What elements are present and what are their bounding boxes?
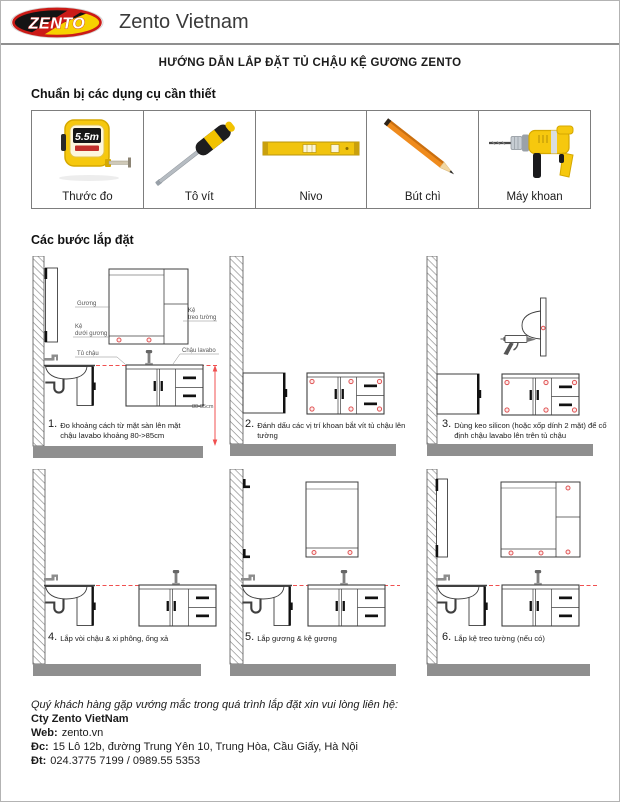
wall — [230, 469, 243, 664]
step-4-caption: 4. Lắp vòi chậu & xi phông, ống xả — [48, 631, 169, 643]
tool-label: Tô vít — [184, 191, 214, 203]
step-4-panel — [31, 469, 224, 687]
vanity-cabinet-drawing — [126, 365, 203, 406]
tool-cell-drill — [478, 111, 590, 208]
steps-heading: Các bước lắp đặt — [31, 233, 134, 247]
floor — [427, 444, 593, 456]
mirror-cabinet-drawing — [109, 269, 188, 344]
footer-note: Quý khách hàng gặp vướng mắc trong quá trình lắp đặt xin vui lòng liên hệ: — [31, 699, 399, 711]
label-wall-shelf-2: treo tường — [188, 315, 217, 321]
footer-company: Cty Zento VietNam — [31, 713, 129, 725]
floor — [33, 446, 203, 458]
floor — [33, 664, 201, 676]
tool-label: Nivo — [299, 191, 323, 203]
mirror-cabinet-drawing — [501, 482, 580, 557]
label-basin: Chậu lavabo — [182, 348, 216, 354]
side-cabinet-drawing — [437, 374, 481, 414]
footer-web: Web: zento.vn — [31, 727, 104, 739]
tools-heading: Chuẩn bị các dụng cụ cần thiết — [31, 87, 216, 101]
wall — [33, 469, 45, 664]
logo-text: ZENTO — [28, 15, 86, 32]
tool-cell-pencil — [366, 111, 478, 208]
tool-label: Thước đo — [62, 191, 113, 203]
tool-cell-level — [255, 111, 367, 208]
sink-side-drawing — [436, 575, 488, 626]
step-5-caption: 5. Lắp gương & kệ gương — [245, 631, 337, 643]
wall — [427, 469, 437, 664]
vanity-cabinet-drawing — [502, 374, 579, 415]
vanity-cabinet-drawing — [139, 585, 216, 626]
faucet-icon — [172, 570, 180, 586]
tool-label: Máy khoan — [506, 191, 563, 203]
pencil-icon — [371, 114, 475, 188]
sink-side-drawing — [44, 355, 96, 406]
tape-measure-icon — [35, 114, 139, 188]
faucet-icon — [340, 570, 348, 586]
step-3-caption: 3. Dùng keo silicon (hoặc xốp dính 2 mặt) để cố định chậu lavabo lên trên tủ chậu — [442, 418, 607, 441]
step-1-panel — [31, 256, 224, 461]
tool-cell-screwdriver — [143, 111, 255, 208]
label-under-mirror-shelf-1: Kệ — [75, 324, 83, 330]
step-6-diagram — [425, 469, 618, 687]
screwdriver-icon — [147, 114, 251, 188]
page-title: HƯỚNG DẪN LẮP ĐẶT TỦ CHẬU KỆ GƯƠNG ZENTO — [158, 57, 462, 69]
tool-label: Bút chì — [404, 191, 441, 203]
label-mirror: Gương — [77, 301, 97, 307]
tape-length-badge: 5.5m — [75, 131, 100, 143]
mirror-drawing — [306, 482, 358, 557]
footer-address: Đc: 15 Lô 12b, đường Trung Yên 10, Trung Hòa, Cầu Giấy, Hà Nội — [31, 741, 358, 753]
step-6-caption: 6. Lắp kệ treo tường (nếu có) — [442, 631, 545, 643]
silicone-gun-icon — [501, 336, 537, 356]
tools-table — [31, 110, 591, 209]
step-1-caption: 1. Đo khoảng cách từ mặt sàn lên mặt chậu lavabo khoảng 80->85cm — [48, 418, 181, 441]
step-3-panel — [425, 256, 618, 461]
label-under-mirror-shelf-2: dưới gương — [75, 331, 108, 337]
spirit-level-icon — [259, 114, 363, 188]
side-cabinet-drawing — [243, 373, 287, 413]
step-6-panel — [425, 469, 618, 687]
footer-phone: Đt: 024.3775 7199 / 0989.55 5353 — [31, 755, 201, 767]
label-cabinet: Tủ chậu — [77, 351, 99, 357]
footer — [31, 698, 619, 768]
vanity-cabinet-drawing — [308, 585, 385, 626]
vanity-cabinet-drawing — [502, 585, 579, 626]
wall — [33, 256, 44, 446]
sink-side-drawing — [241, 575, 293, 626]
zento-logo-icon — [9, 6, 105, 39]
vanity-cabinet-drawing — [307, 373, 384, 414]
faucet-icon — [145, 350, 153, 366]
step-2-panel — [228, 256, 421, 461]
wall — [230, 256, 243, 444]
steps-grid — [31, 256, 619, 687]
step-4-diagram — [31, 469, 224, 687]
floor — [230, 664, 396, 676]
floor — [230, 444, 396, 456]
label-wall-shelf-1: Kệ — [188, 308, 196, 314]
brand-name: Zento Vietnam — [119, 10, 249, 33]
floor — [427, 664, 590, 676]
header — [1, 1, 619, 45]
step-5-panel — [228, 469, 421, 687]
label-dimension: 80-85cm — [192, 404, 214, 410]
faucet-icon — [534, 570, 542, 586]
step-5-diagram — [228, 469, 421, 687]
sink-side-drawing — [44, 575, 96, 626]
step-2-caption: 2. Đánh dấu các vị trí khoan bắt vít tủ chậu lên tường — [245, 418, 406, 441]
tool-cell-tape-measure — [32, 111, 143, 208]
drill-icon — [483, 114, 587, 188]
wall — [427, 256, 437, 444]
